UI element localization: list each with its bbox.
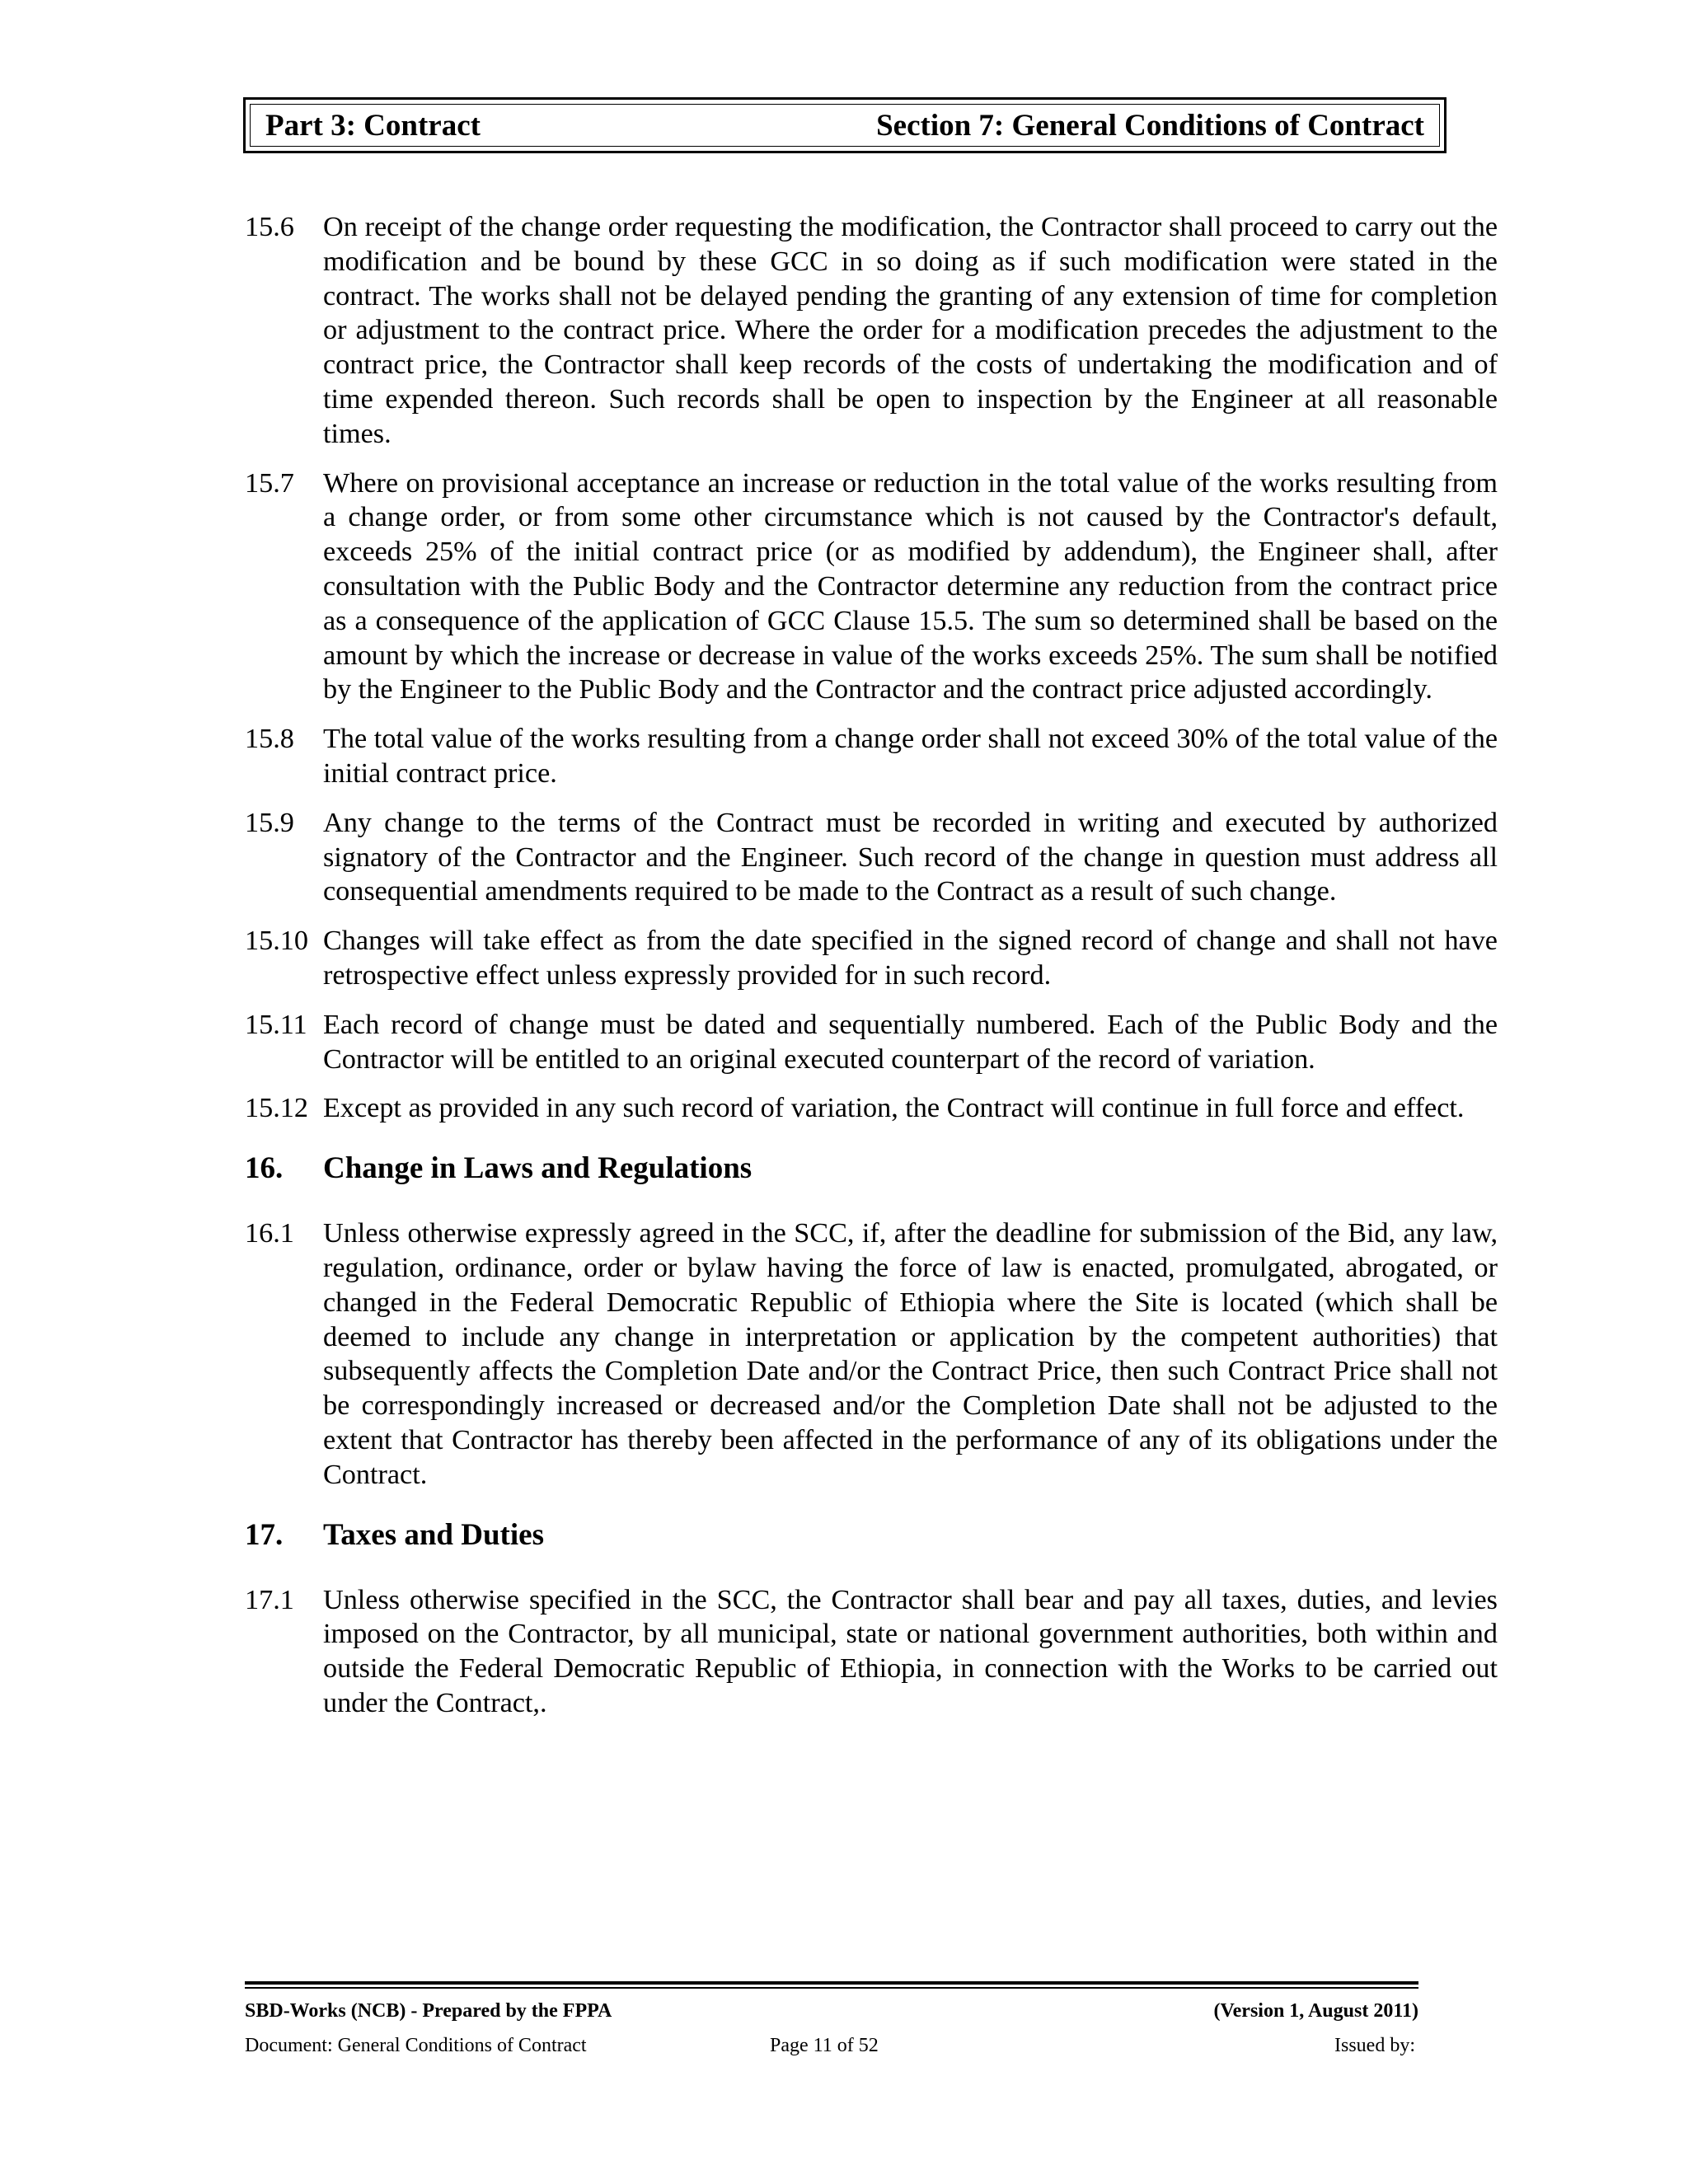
header-part-title: Part 3: Contract xyxy=(265,108,481,143)
clause-text: Unless otherwise specified in the SCC, the Contractor shall bear and pay all taxes, duties, and levies imposed on the Contractor, by all municipal, state or national government authorities, both within and outside the Federal Democratic Republic of Ethiopia, in connection with the Works to be carried out under the Contract,. xyxy=(323,1584,1498,1718)
footer-top-row xyxy=(245,1999,1418,2023)
clause-number: 15.6 xyxy=(245,212,294,242)
document-body xyxy=(245,210,1498,1736)
clause-15-9 xyxy=(245,806,1498,909)
section-number: 17. xyxy=(245,1517,284,1552)
section-number: 16. xyxy=(245,1151,284,1186)
clause-number: 17.1 xyxy=(245,1584,294,1615)
clause-text: Each record of change must be dated and sequentially numbered. Each of the Public Body and the Contractor will be entitled to an original executed counterpart of the record of variation. xyxy=(323,1009,1498,1075)
clause-number: 15.7 xyxy=(245,467,294,499)
clause-15-10 xyxy=(245,924,1498,993)
clause-15-6 xyxy=(245,210,1498,452)
footer-divider-thin xyxy=(245,1987,1418,1989)
clause-text: Changes will take effect as from the date specified in the signed record of change and shall not have retrospective effect unless expressly provided for in such record. xyxy=(323,926,1498,991)
clause-number: 16.1 xyxy=(245,1218,294,1249)
section-title: Change in Laws and Regulations xyxy=(323,1151,753,1186)
footer-page-number: Page 11 of 52 xyxy=(770,2034,879,2056)
footer-divider xyxy=(245,1981,1418,1985)
footer-issued-by: Issued by: xyxy=(1334,2034,1415,2056)
clause-text: Except as provided in any such record of variation, the Contract will continue in full force and effect. xyxy=(323,1093,1465,1124)
clause-number: 15.12 xyxy=(245,1093,308,1124)
clause-text: On receipt of the change order requesting the modification, the Contractor shall proceed to carry out the modification and be bound by these GCC in so doing as if such modification were stated in the contract. The works shall not be delayed pending the granting of any extension of time for completion or adjustment to the contract price. Where the order for a modification precedes the adjustment to the contract price, the Contractor shall keep records of the costs of undertaking the modification and of time expended thereon. Such records shall be open to inspection by the Engineer at all reasonable times. xyxy=(323,212,1498,449)
clause-15-7 xyxy=(245,466,1498,708)
clause-number: 15.9 xyxy=(245,807,294,838)
clause-number: 15.11 xyxy=(245,1009,307,1040)
clause-17-1 xyxy=(245,1583,1498,1721)
clause-text: Unless otherwise expressly agreed in the SCC, if, after the deadline for submission of the Bid, any law, regulation, ordinance, order or bylaw having the force of law is enacted, promulgated, abrogated, or changed in the Federal Democratic Republic of Ethiopia where the Site is located (which shall be deemed to include any change in interpretation or application by the competent authorities) that subsequently affects the Completion Date and/or the Contract Price, then such Contract Price shall not be correspondingly increased or decreased and/or the Completion Date shall not be adjusted to the extent that Contractor has thereby been affected in the performance of any of its obligations under the Contract. xyxy=(323,1218,1498,1490)
section-17-heading xyxy=(245,1517,1498,1554)
clause-16-1 xyxy=(245,1216,1498,1492)
section-16-heading xyxy=(245,1151,1498,1187)
clause-15-11 xyxy=(245,1008,1498,1077)
footer-bottom-row xyxy=(245,2033,1418,2058)
page-header-inner xyxy=(250,104,1440,147)
clause-text: Any change to the terms of the Contract must be recorded in writing and executed by authorized signatory of the Contractor and the Engineer. Such record of the change in question must address all consequential amendments required to be made to the Contract as a result of such change. xyxy=(323,807,1498,907)
clause-text: The total value of the works resulting from a change order shall not exceed 30% of the total value of the initial contract price. xyxy=(323,724,1498,789)
clause-number: 15.10 xyxy=(245,926,308,957)
clause-number: 15.8 xyxy=(245,724,294,755)
header-section-title: Section 7: General Conditions of Contract xyxy=(876,108,1424,143)
page-header xyxy=(243,97,1447,153)
footer-document-name: Document: General Conditions of Contract xyxy=(245,2034,587,2056)
clause-15-12 xyxy=(245,1091,1498,1126)
clause-15-8 xyxy=(245,722,1498,791)
footer-version: (Version 1, August 2011) xyxy=(1213,1999,1418,2022)
footer-prepared-by: SBD-Works (NCB) - Prepared by the FPPA xyxy=(245,1999,612,2022)
clause-text: Where on provisional acceptance an increase or reduction in the total value of the works resulting from a change order, or from some other circumstance which is not caused by the Contractor's default, exceeds 25% of the initial contract price (or as modified by addendum), the Engineer shall, after consultation with the Public Body and the Contractor determine any reduction from the contract price as a consequence of the application of GCC Clause 15.5. The sum so determined shall be based on the amount by which the increase or decrease in value of the works exceeds 25%. The sum shall be notified by the Engineer to the Public Body and the Contractor and the contract price adjusted accordingly. xyxy=(323,467,1498,705)
page-footer xyxy=(245,1981,1418,2058)
section-title: Taxes and Duties xyxy=(323,1517,544,1552)
